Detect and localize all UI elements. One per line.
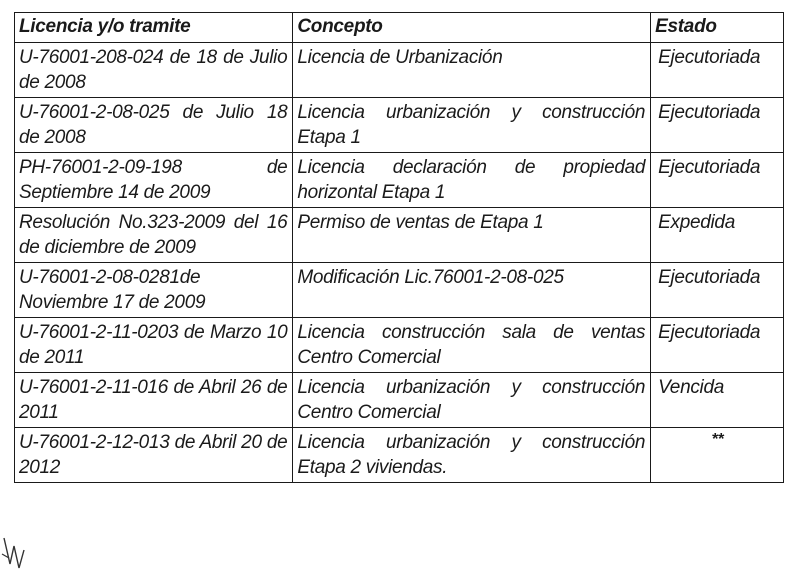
table-row [15, 318, 784, 373]
cell-estado: Ejecutoriada [651, 263, 784, 318]
cell-licencia: U-76001-2-11-0203 de Marzo 10 de 2011 [15, 318, 293, 373]
header-concepto: Concepto [293, 13, 651, 43]
header-licencia: Licencia y/o tramite [15, 13, 293, 43]
cell-concepto: Licencia de Urbanización [293, 43, 651, 98]
cell-licencia: U-76001-2-11-016 de Abril 26 de 2011 [15, 373, 293, 428]
cell-concepto: Licencia urbanización y construcción Etapa 2 viviendas. [293, 428, 651, 483]
cell-concepto: Permiso de ventas de Etapa 1 [293, 208, 651, 263]
table-row [15, 208, 784, 263]
cell-estado: Ejecutoriada [651, 153, 784, 208]
cell-estado: Ejecutoriada [651, 318, 784, 373]
cell-estado: Ejecutoriada [651, 98, 784, 153]
header-row [15, 13, 784, 43]
table-row [15, 98, 784, 153]
cell-concepto: Licencia declaración de propiedad horizontal Etapa 1 [293, 153, 651, 208]
cell-estado: Vencida [651, 373, 784, 428]
cell-licencia: U-76001-2-08-0281de Noviembre 17 de 2009 [15, 263, 293, 318]
signature-mark [0, 534, 40, 576]
table-row [15, 428, 784, 483]
header-estado: Estado [651, 13, 784, 43]
cell-concepto: Modificación Lic.76001-2-08-025 [293, 263, 651, 318]
cell-estado: ** [651, 428, 784, 483]
cell-licencia: Resolución No.323-2009 del 16 de diciembre de 2009 [15, 208, 293, 263]
cell-concepto: Licencia urbanización y construcción Etapa 1 [293, 98, 651, 153]
licenses-table [14, 12, 784, 483]
table-row [15, 373, 784, 428]
cell-licencia: U-76001-2-08-025 de Julio 18 de 2008 [15, 98, 293, 153]
cell-concepto: Licencia urbanización y construcción Centro Comercial [293, 373, 651, 428]
table-body [15, 43, 784, 483]
table-row [15, 43, 784, 98]
cell-concepto: Licencia construcción sala de ventas Centro Comercial [293, 318, 651, 373]
cell-estado: Ejecutoriada [651, 43, 784, 98]
table-row [15, 263, 784, 318]
cell-licencia: U-76001-2-12-013 de Abril 20 de 2012 [15, 428, 293, 483]
cell-licencia: PH-76001-2-09-198 de Septiembre 14 de 2009 [15, 153, 293, 208]
table-header [15, 13, 784, 43]
cell-licencia: U-76001-208-024 de 18 de Julio de 2008 [15, 43, 293, 98]
cell-estado: Expedida [651, 208, 784, 263]
table-row [15, 153, 784, 208]
